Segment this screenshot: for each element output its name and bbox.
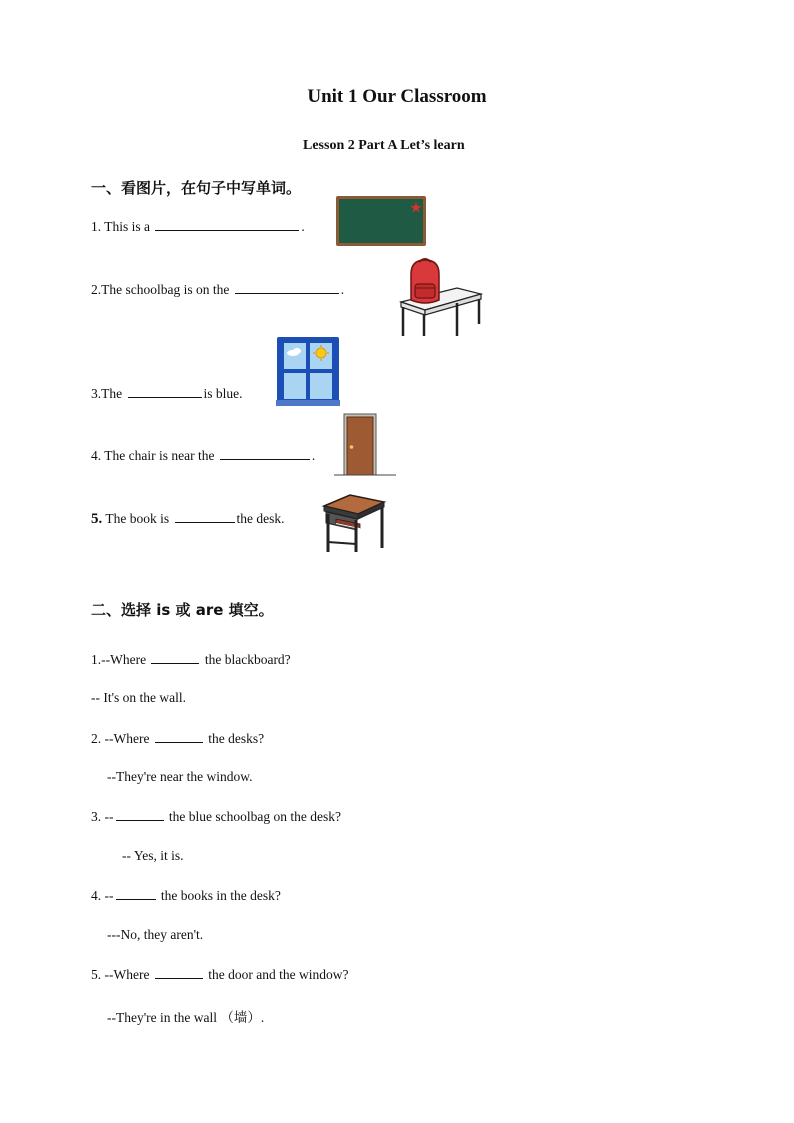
answer-blank[interactable] (175, 510, 235, 523)
answer-blank[interactable] (235, 281, 339, 294)
question-text-before: 1.--Where (91, 652, 150, 667)
question-text-after: the blackboard? (201, 652, 291, 667)
item-number: 1. (91, 219, 105, 234)
question-text-before: 4. -- (91, 888, 114, 903)
answer-blank[interactable] (151, 651, 199, 664)
item-text-before: The schoolbag is on the (101, 282, 233, 297)
exercise-2-answer-3: -- Yes, it is. (122, 848, 184, 863)
item-text-after: . (301, 219, 305, 234)
desk-with-book-picture (320, 492, 386, 554)
answer-blank[interactable] (155, 218, 299, 231)
item-text-after: the desk. (236, 511, 285, 526)
section-1-heading: 一、看图片，在句子中写单词。 (91, 179, 302, 197)
schoolbag-on-desk-picture (397, 258, 485, 338)
exercise-2-answer-1: -- It's on the wall. (91, 690, 187, 705)
exercise-2-question-2 (91, 730, 264, 747)
blackboard-picture (335, 195, 427, 247)
exercise-2-question-1 (91, 651, 291, 668)
exercise-1-item-4 (91, 447, 315, 464)
item-text-after: . (340, 282, 345, 297)
item-number: 4. (91, 448, 105, 463)
exercise-2-answer-2: --They're near the window. (107, 769, 253, 784)
answer-blank[interactable] (116, 808, 164, 821)
item-text-before: The chair is near the (104, 448, 218, 463)
exercise-1-item-2 (91, 281, 344, 298)
lesson-subtitle: Lesson 2 Part A Let’s learn (303, 138, 465, 153)
exercise-1-item-3 (91, 385, 243, 402)
exercise-2-question-5 (91, 966, 348, 983)
answer-blank[interactable] (220, 447, 310, 460)
item-number: 5. (91, 511, 103, 527)
item-number: 2. (91, 282, 102, 297)
answer-blank[interactable] (128, 385, 202, 398)
question-text-before: 3. -- (91, 809, 114, 824)
answer-blank[interactable] (155, 730, 203, 743)
exercise-2-answer-4: ---No, they aren't. (107, 927, 204, 942)
answer-blank[interactable] (116, 887, 156, 900)
door-picture (334, 413, 396, 477)
question-text-after: the books in the desk? (157, 888, 281, 903)
section-2-heading: 二、选择 is 或 are 填空。 (91, 601, 274, 619)
item-text-after: is blue. (203, 386, 243, 401)
item-text-before: The book is (102, 511, 173, 526)
item-number: 3. (91, 386, 102, 401)
exercise-1-item-1 (91, 218, 305, 235)
page-title: Unit 1 Our Classroom (307, 86, 487, 107)
item-text-after: . (311, 448, 316, 463)
question-text-before: 5. --Where (91, 967, 153, 982)
window-picture (276, 336, 340, 406)
exercise-2-answer-5: --They're in the wall （墙）. (107, 1010, 265, 1025)
answer-blank[interactable] (155, 966, 203, 979)
question-text-before: 2. --Where (91, 731, 153, 746)
item-text-before: The (101, 386, 126, 401)
item-text-before: This is a (104, 219, 154, 234)
question-text-after: the door and the window? (204, 967, 349, 982)
question-text-after: the blue schoolbag on the desk? (165, 809, 341, 824)
exercise-2-question-3 (91, 808, 341, 825)
exercise-1-item-5 (91, 510, 285, 528)
exercise-2-question-4 (91, 887, 281, 904)
question-text-after: the desks? (204, 731, 265, 746)
